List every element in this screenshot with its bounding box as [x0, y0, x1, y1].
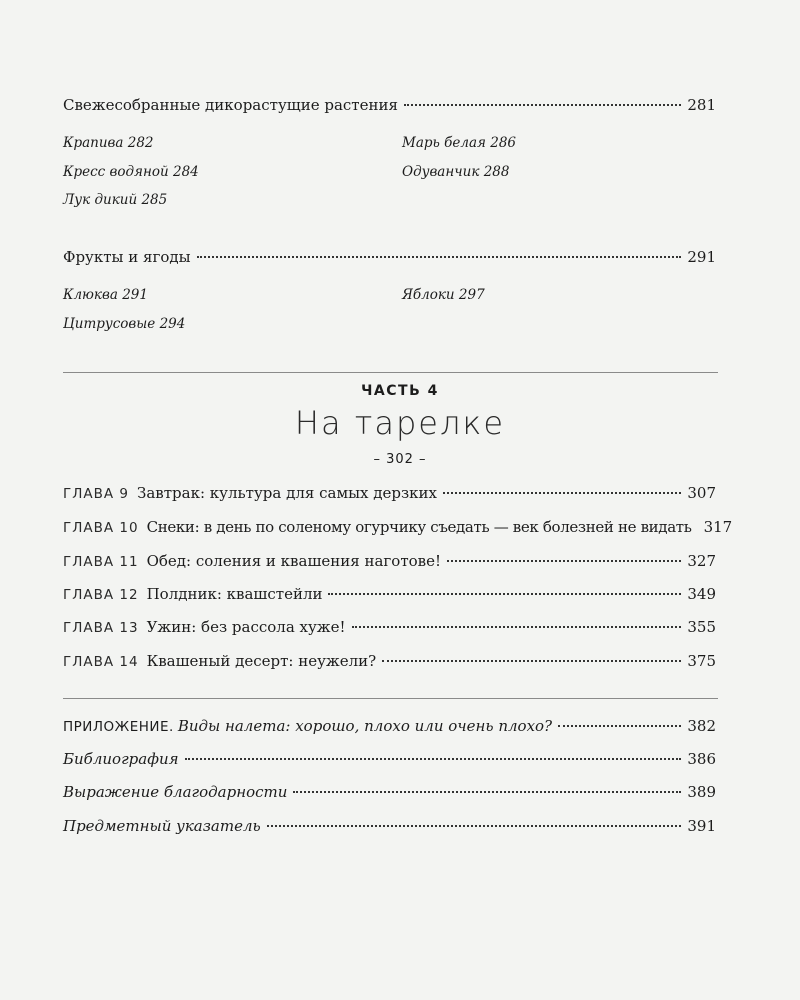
dot-leader: [197, 255, 682, 258]
part-title[interactable]: На тарелке: [294, 404, 506, 442]
dot-leader: [447, 559, 681, 562]
back-matter-page: 391: [687, 817, 716, 835]
toc-entry-page: 291: [687, 248, 716, 266]
back-matter-title: Библиография: [63, 750, 179, 768]
part-label: ЧАСТЬ 4: [361, 383, 439, 399]
toc-entry-title: Фрукты и ягоды: [63, 248, 191, 266]
chapter-page: 327: [687, 552, 716, 570]
toc-appendix[interactable]: [63, 717, 716, 735]
toc-entry-page: 281: [687, 96, 716, 114]
appendix-page: 382: [687, 717, 716, 735]
toc-chapter[interactable]: [63, 652, 716, 670]
part-page: – 302 –: [373, 452, 427, 467]
divider: [63, 698, 718, 699]
chapter-page: 349: [687, 585, 716, 603]
toc-bibliography[interactable]: [63, 750, 716, 768]
toc-entry-title: Свежесобранные дикорастущие растения: [63, 96, 398, 114]
toc-chapter[interactable]: [63, 484, 716, 502]
toc-entry-wild-plants[interactable]: [63, 96, 716, 114]
toc-chapter[interactable]: [63, 552, 716, 570]
toc-subentry[interactable]: Лук дикий 285: [63, 192, 168, 208]
back-matter-title: Предметный указатель: [63, 817, 261, 835]
chapter-label: ГЛАВА 9: [63, 486, 129, 502]
chapter-label: ГЛАВА 11: [63, 554, 139, 570]
toc-subentry[interactable]: Марь белая 286: [402, 135, 517, 151]
toc-subentry[interactable]: Яблоки 297: [402, 287, 485, 303]
chapter-label: ГЛАВА 14: [63, 654, 139, 670]
chapter-title: Обед: соления и квашения наготове!: [146, 552, 442, 570]
dot-leader: [267, 824, 682, 827]
appendix-label: ПРИЛОЖЕНИЕ.: [63, 719, 174, 735]
toc-chapter[interactable]: [63, 618, 716, 636]
chapter-label: ГЛАВА 10: [63, 520, 139, 536]
toc-subentry[interactable]: Цитрусовые 294: [63, 316, 186, 332]
chapter-page: 355: [687, 618, 716, 636]
chapter-title: Снеки: в день по соленому огурчику съедать — век болезней не видать: [146, 518, 692, 536]
chapter-label: ГЛАВА 13: [63, 620, 139, 636]
divider: [63, 372, 718, 373]
chapter-page: 375: [687, 652, 716, 670]
toc-index[interactable]: [63, 817, 716, 835]
dot-leader: [382, 659, 681, 662]
back-matter-title: Выражение благодарности: [63, 783, 288, 801]
toc-acknowledgements[interactable]: [63, 783, 716, 801]
toc-chapter[interactable]: [63, 518, 733, 536]
toc-subentry[interactable]: Клюква 291: [63, 287, 148, 303]
dot-leader: [443, 491, 681, 494]
back-matter-page: 386: [687, 750, 716, 768]
toc-chapter[interactable]: [63, 585, 716, 603]
appendix-title: Виды налета: хорошо, плохо или очень плохо?: [177, 717, 553, 735]
toc-subentry[interactable]: Одуванчик 288: [402, 164, 510, 180]
dot-leader: [185, 757, 682, 760]
back-matter-page: 389: [687, 783, 716, 801]
dot-leader: [293, 790, 681, 793]
chapter-title: Ужин: без рассола хуже!: [146, 618, 346, 636]
toc-subentry[interactable]: Крапива 282: [63, 135, 154, 151]
chapter-title: Завтрак: культура для самых дерзких: [137, 484, 438, 502]
dot-leader: [352, 625, 682, 628]
toc-subentry[interactable]: Кресс водяной 284: [63, 164, 199, 180]
chapter-label: ГЛАВА 12: [63, 587, 139, 603]
dot-leader: [558, 724, 681, 727]
chapter-page: 307: [687, 484, 716, 502]
chapter-title: Квашеный десерт: неужели?: [146, 652, 377, 670]
toc-entry-fruits[interactable]: [63, 248, 716, 266]
chapter-page: 317: [703, 518, 733, 536]
chapter-title: Полдник: квашстейли: [146, 585, 323, 603]
dot-leader: [328, 592, 681, 595]
dot-leader: [404, 103, 681, 106]
